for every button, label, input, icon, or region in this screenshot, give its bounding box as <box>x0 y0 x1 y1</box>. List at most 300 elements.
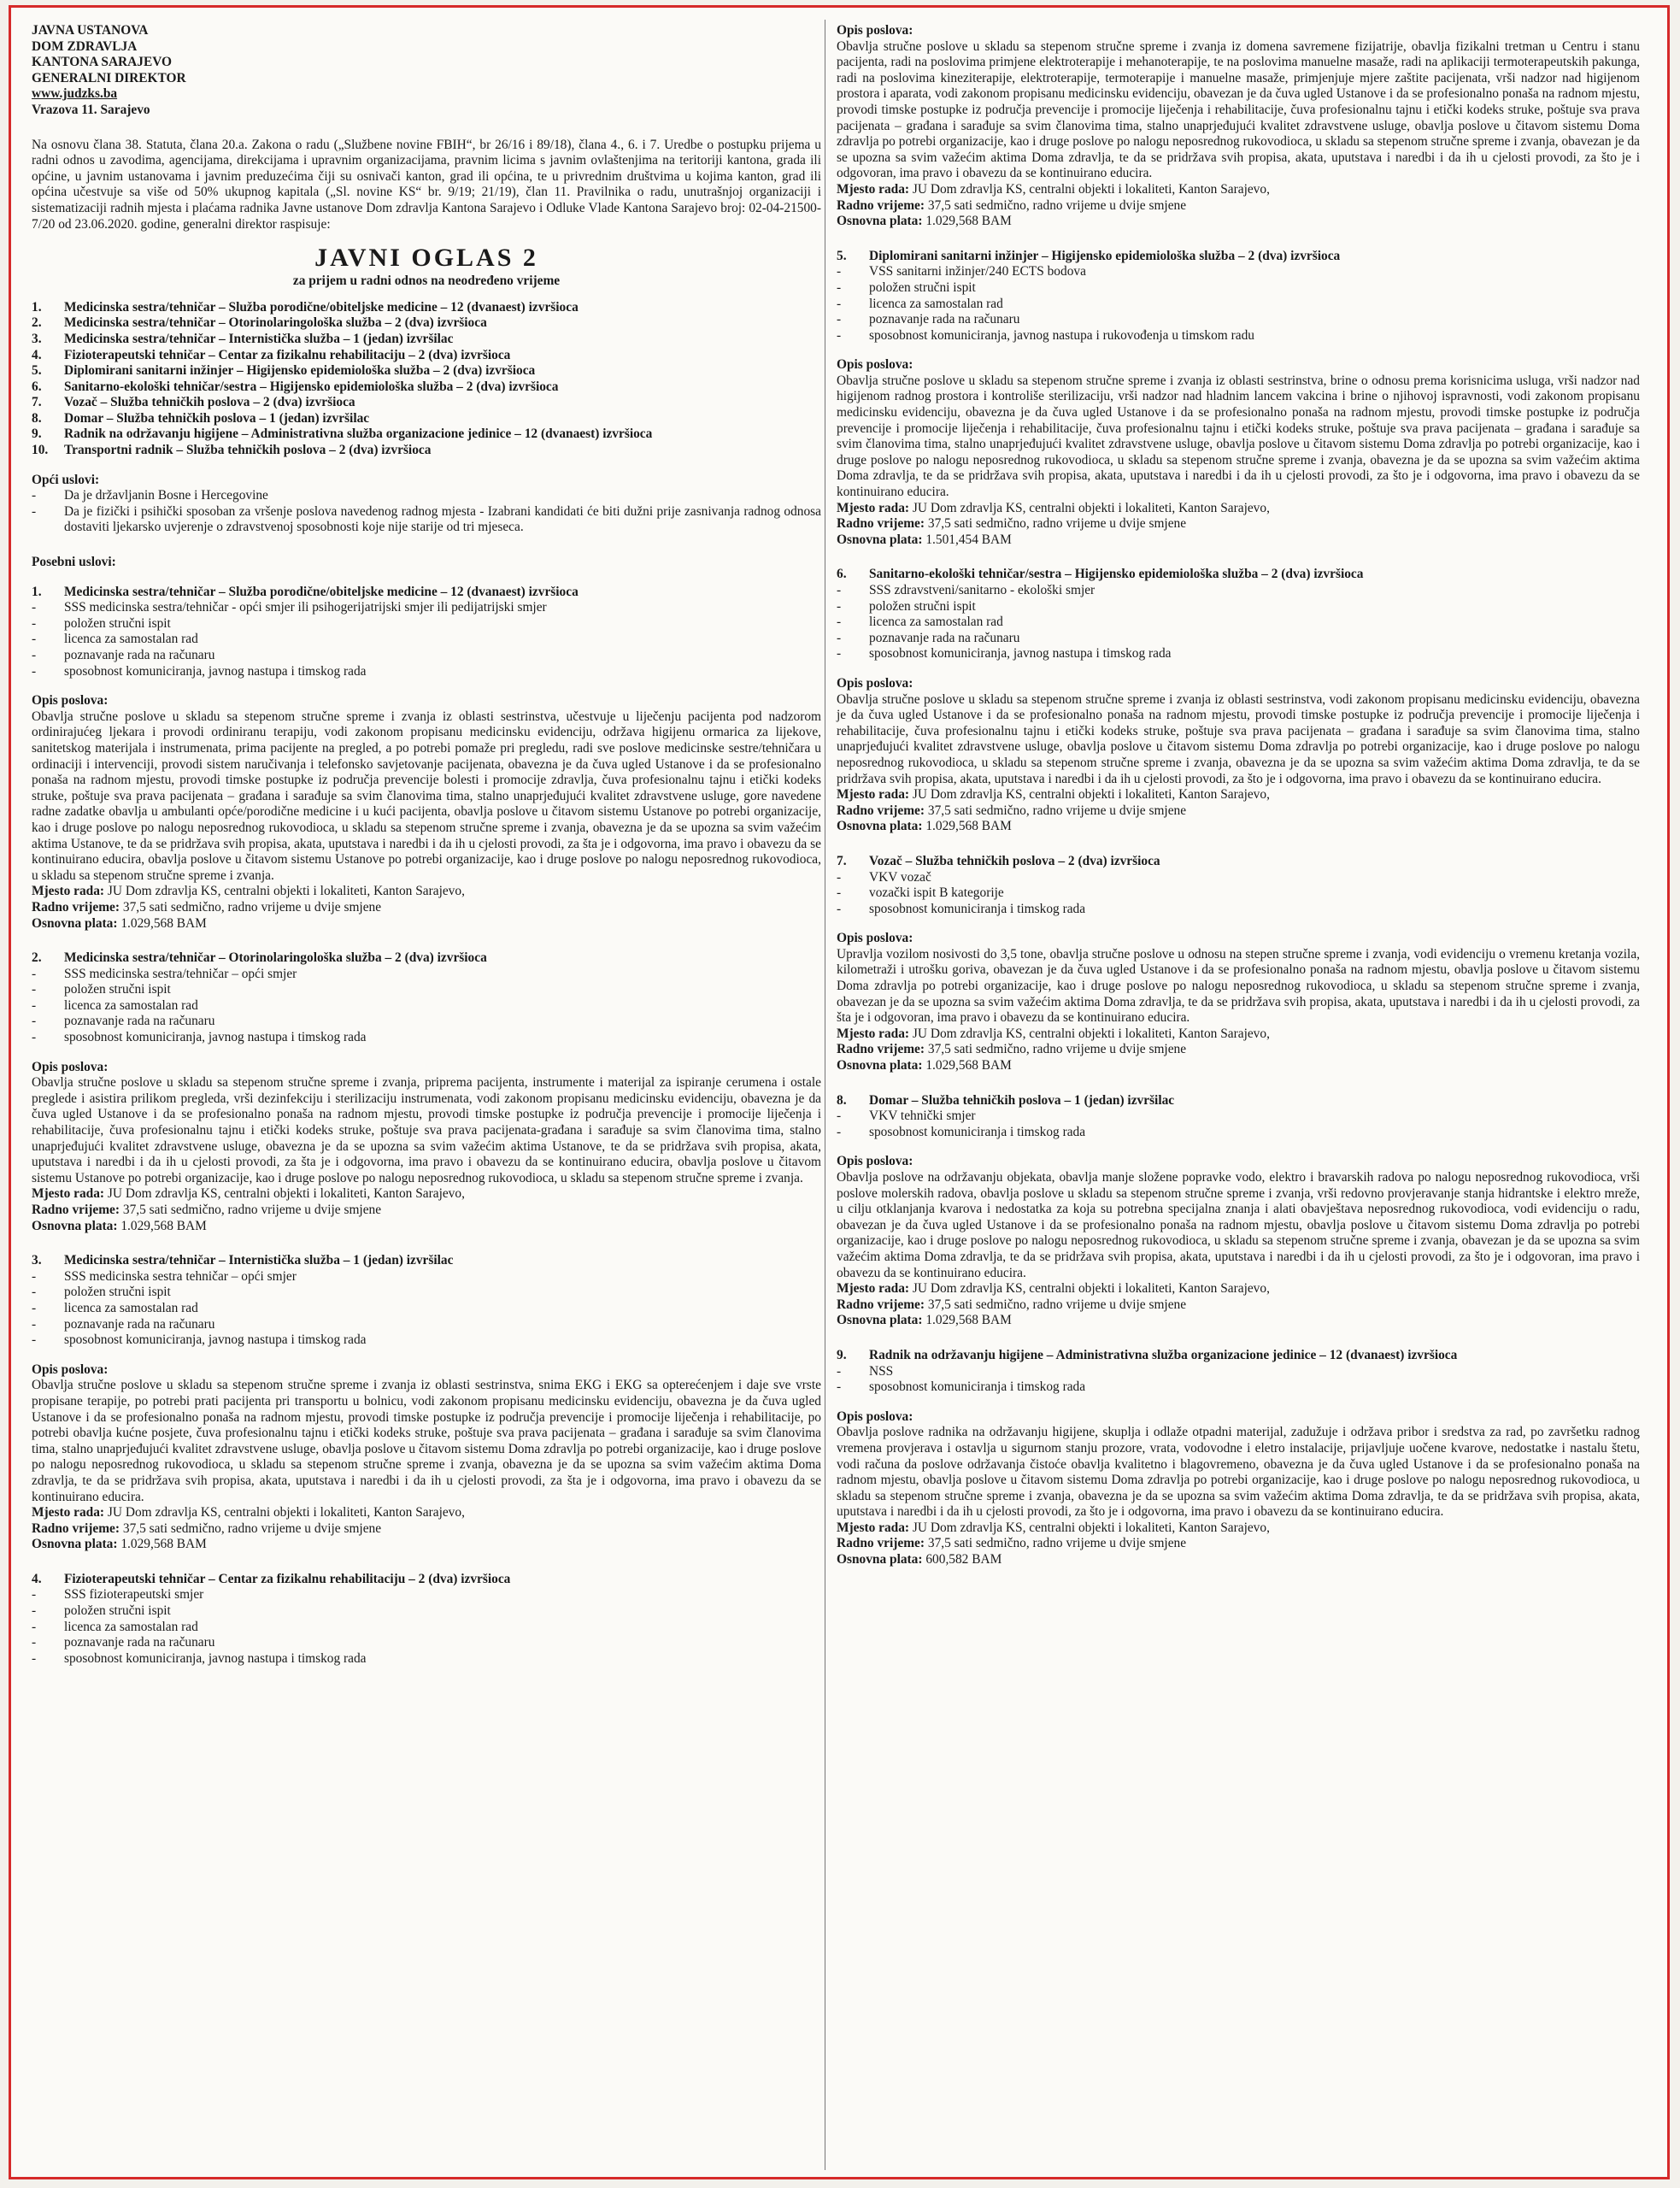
working-hours <box>32 900 821 916</box>
opis-text: Obavlja poslove radnika na održavanju higijene, skuplja i odlaže otpadni materijal, zadužuje i održava pribor i sredstva za rad, po završetku radnog vremena provjerava i ostavlja u sigurnom stanju prozore, vrata, vodovodne i eletro instalacije, prijavljuje uočene kvarove, nedostatke i nastalu štetu, vodi računa da poslove održavanja čistoće obavlja kvalitetno i blagovremeno, obavezna je da čuva ugled Ustanove i da se profesionalno ponaša na radnom mjestu, obavlja poslove u čitavom sistemu Doma zdravlja po potrebi organizacije, kao i druge poslove po nalogu neposrednog rukovodioca, u skladu sa stepenom stručne spreme i zvanja, obavezna je da se upozna sa svim važećim aktima Doma zdravlja, te da se pridržava svih propisa, akata, uputstava i naredbi i da ih u cjelosti provodi, za što je i odgovorna, ima pravo i obavezu da se kontinuirano educira. <box>837 1425 1640 1520</box>
requirement: vozački ispit B kategorije <box>869 885 1004 901</box>
opis-label: Opis poslova: <box>837 357 913 373</box>
requirement: licenca za samostalan rad <box>869 615 1003 630</box>
left-positions <box>32 585 821 1667</box>
position-heading <box>837 249 1640 265</box>
working-hours-value: 37,5 sati sedmično, radno vrijeme u dvije smjene <box>927 516 1187 532</box>
dash: - <box>837 327 842 343</box>
website-link[interactable]: www.judzks.ba <box>32 86 118 102</box>
workplace-value: JU Dom zdravlja KS, centralni objekti i lokaliteti, Kanton Sarajevo, <box>912 1281 1270 1297</box>
position-title: Medicinska sestra/tehničar – Internistička služba – 1 (jedan) izvršilac <box>64 331 454 346</box>
requirement: sposobnost komuniciranja, javnog nastupa i timskog rada <box>64 1030 367 1045</box>
address: Vrazova 11. Sarajevo <box>32 102 150 117</box>
list-item <box>837 280 1640 297</box>
base-salary <box>837 532 1640 549</box>
base-salary <box>837 1058 1640 1074</box>
dash: - <box>32 997 37 1013</box>
dash: - <box>32 648 37 662</box>
left-column <box>32 23 821 1667</box>
list-item <box>32 648 821 664</box>
opis-label: Opis poslova: <box>837 675 913 691</box>
position-block <box>837 854 1640 1093</box>
dash: - <box>32 615 37 631</box>
position-title: Domar – Služba tehničkih poslova – 1 (jedan) izvršilac <box>64 410 370 426</box>
working-hours-value: 37,5 sati sedmično, radno vrijeme u dvije smjene <box>927 1297 1187 1312</box>
position-title: Diplomirani sanitarni inžinjer – Higijensko epidemiološka služba – 2 (dva) izvršioca <box>64 363 536 379</box>
requirements-list <box>837 583 1640 662</box>
employer-header <box>32 23 821 119</box>
position-heading <box>837 567 1640 583</box>
requirement: licenca za samostalan rad <box>64 632 198 647</box>
dash: - <box>32 1316 37 1332</box>
list-item <box>32 1332 821 1349</box>
dash: - <box>837 1363 842 1379</box>
dash: - <box>837 279 842 295</box>
opis-text: Obavlja poslove na održavanju objekata, obavlja manje složene popravke vodo, elektro i bravarskih radova po nalogu neposrednog rukovodioca, vrši poslove molerskih radova, obavlja poslove u skladu sa stepenom stručne spreme i zvanja, vrši redovno provjeravanje stanja hidrantske i elektro mreže, u cilju otklanjanja kvarova i nedostatka za koja su potrebna specijalna znanja i alati obavještava neposrednog rukovodioca, vodi evidenciju o radu, obavezan je da čuva ugled Ustanove i da se profesionalno ponaša na radnom mjestu, obavlja poslove u čitavom sistemu Doma zdravlja po potrebi organizacije, kao i druge poslove po nalogu neposrednog rukovodioca, u skladu sa stepenom stručne spreme i zvanja, obavezan je da se upozna sa svim važećim aktima Doma zdravlja, te da se pridržava svih propisa, akata, uputstava i naredbi i da ih u cjelosti provodi, za što je i odgovoran, ima pravo i obavezu da se kontinuirano educira. <box>837 1170 1640 1280</box>
requirements-list <box>32 1269 821 1349</box>
opis-label: Opis poslova: <box>837 1409 913 1424</box>
position-number: 8. <box>837 1092 847 1108</box>
working-hours <box>32 1521 821 1538</box>
header-line: DOM ZDRAVLJA <box>32 38 138 54</box>
list-item <box>32 1651 821 1667</box>
dash: - <box>32 632 37 647</box>
opis-text: Obavlja stručne poslove u skladu sa stepenom stručne spreme i zvanja, priprema pacijenta, instrumente i materijal za ispiranje cerumena i ostale preglede i asistira prilikom pregleda, vrši dezinfekciju i sterilizaciju instrumenata, vodi zakonom propisanu medicinsku evidenciju, obavezna je da čuva ugled Ustanove i da se profesionalno ponaša na radnom mjestu, provodi timske postupke iz područja prevencije i promocije liječenja i rehabilitacije, čuva profesionalnu tajnu i etički kodeks struke, poštuje sva prava pacijenata-građana i sarađuje sa svim članovima tima, stalno unaprjeđujući kvalitet zdravstvene usluge, obavezna je da se upozna sa svim važećim aktima Ustanove, te da se pridržava svih propisa, akata, uputstava i naredbi i da ih u cjelosti provodi, za šta je i odgovorna, ima pravo i obavezu da se kontinuirano educira, obavlja poslove u čitavom sistemu Ustanove po potrebi organizacije, kao i druge poslove po nalogu neposrednog rukovodioca, u skladu sa stepenom stručne spreme i zvanja. <box>32 1075 821 1185</box>
requirement: poznavanje rada na računaru <box>869 630 1020 645</box>
working-hours-value: 37,5 sati sedmično, radno vrijeme u dvije smjene <box>122 899 382 915</box>
opis-label: Opis poslova: <box>32 693 109 709</box>
working-hours <box>837 1297 1640 1314</box>
opis-label: Opis poslova: <box>837 23 913 38</box>
list-item <box>32 1620 821 1636</box>
position-list-item <box>32 332 821 348</box>
position-number: 8. <box>32 410 42 426</box>
position-list-item <box>32 426 821 443</box>
list-item <box>32 1587 821 1603</box>
dash: - <box>32 1332 37 1348</box>
base-salary-value: 1.029,568 BAM <box>120 1537 207 1552</box>
list-item <box>837 1364 1640 1380</box>
base-salary-label: Osnovna plata: <box>837 819 923 834</box>
list-item: - Da je državljanin Bosne i Hercegovine <box>32 488 268 503</box>
spacer <box>32 1349 821 1362</box>
requirement: sposobnost komuniciranja, javnog nastupa i timskog rada <box>64 1650 367 1666</box>
opis-text: Upravlja vozilom nosivosti do 3,5 tone, obavlja stručne poslove u odnosu na stepen stručne spreme i zvanja, vodi evidenciju o vremenu kretanja vozila, kilometraži i utrošku goriva, obavezan je da čuva ugled Ustanove i da se profesionalno ponaša na radnom mjestu, obavlja poslove u čitavom sistemu Doma zdravlja po potrebi organizacije, kao i druge poslove po nalogu neposrednog rukovodioca, u skladu sa stepenom stručne spreme i zvanja, obavezan je da se upozna sa svim važećim aktima Doma zdravlja, te da se pridržava svih propisa, akata, uputstava i naredbi i da ih u cjelosti provodi, za šta je i odgovoran, ima pravo i obavezu da se kontinuirano educira. <box>837 946 1640 1026</box>
header-line: GENERALNI DIREKTOR <box>32 70 186 85</box>
base-salary <box>32 1537 821 1553</box>
list-item <box>837 328 1640 344</box>
working-hours-label: Radno vrijeme: <box>837 1297 925 1312</box>
requirements-list <box>837 1109 1640 1140</box>
requirement: sposobnost komuniciranja, javnog nastupa i timskog rada <box>869 646 1172 662</box>
base-salary-value: 600,582 BAM <box>925 1552 1002 1567</box>
list-item <box>837 583 1640 599</box>
right-column <box>837 23 1640 1568</box>
base-salary: Osnovna plata: 1.029,568 BAM <box>837 214 1012 229</box>
workplace: Mjesto rada: JU Dom zdravlja KS, centralni objekti i lokaliteti, Kanton Sarajevo, <box>837 181 1270 197</box>
position-block <box>837 1348 1640 1568</box>
list-item <box>32 998 821 1015</box>
header-line: KANTONA SARAJEVO <box>32 55 173 70</box>
working-hours <box>32 1203 821 1219</box>
base-salary-value: 1.029,568 BAM <box>925 1058 1012 1073</box>
requirement: SSS fizioterapeutski smjer <box>64 1587 204 1603</box>
dash: - <box>837 615 842 630</box>
workplace-value: JU Dom zdravlja KS, centralni objekti i lokaliteti, Kanton Sarajevo, <box>912 500 1270 515</box>
workplace-value: JU Dom zdravlja KS, centralni objekti i lokaliteti, Kanton Sarajevo, <box>107 884 465 899</box>
positions-list <box>32 300 821 459</box>
list-item <box>837 1109 1640 1125</box>
position-title: Sanitarno-ekološki tehničar/sestra – Higijensko epidemiološka služba – 2 (dva) izvršioca <box>64 379 559 394</box>
dash: - <box>32 1587 37 1603</box>
position-title: Transportni radnik – Služba tehničkih poslova – 2 (dva) izvršioca <box>64 443 432 458</box>
list-item <box>837 264 1640 280</box>
newspaper-page <box>9 5 1670 2179</box>
base-salary-label: Osnovna plata: <box>837 1552 923 1567</box>
opis-label: Opis poslova: <box>32 1362 109 1377</box>
position-block <box>32 1572 821 1667</box>
list-item <box>32 982 821 998</box>
workplace-label: Mjesto rada: <box>837 500 910 515</box>
requirement: položen stručni ispit <box>64 615 171 631</box>
position-number: 9. <box>837 1347 847 1362</box>
requirement: sposobnost komuniciranja, javnog nastupa i timskog rada <box>64 1332 367 1348</box>
spacer <box>32 1234 821 1253</box>
base-salary-value: 1.029,568 BAM <box>120 1218 207 1233</box>
workplace <box>837 1281 1640 1297</box>
working-hours <box>837 1042 1640 1058</box>
dash: - <box>837 901 842 916</box>
dash: - <box>837 869 842 885</box>
position-title: Fizioterapeutski tehničar – Centar za fizikalnu rehabilitaciju – 2 (dva) izvršioca <box>64 1571 511 1586</box>
position-block <box>837 1093 1640 1348</box>
position-number: 5. <box>837 248 847 263</box>
dash: - <box>32 1603 37 1619</box>
dash: - <box>837 264 842 279</box>
requirement: licenca za samostalan rad <box>64 1619 198 1634</box>
position-list-item <box>32 411 821 427</box>
position-number: 2. <box>32 315 42 331</box>
position-title: Vozač – Služba tehničkih poslova – 2 (dva) izvršioca <box>64 395 355 410</box>
position-heading <box>32 950 821 967</box>
dash: - <box>32 663 37 679</box>
working-hours-value: 37,5 sati sedmično, radno vrijeme u dvije smjene <box>927 803 1187 818</box>
base-salary-label: Osnovna plata: <box>32 1537 118 1552</box>
dash: - <box>837 583 842 597</box>
dash: - <box>837 1379 842 1395</box>
list-item <box>837 599 1640 615</box>
position-title: Radnik na održavanju higijene – Administrativna služba organizacione jedinice – 12 (dvanaest) izvršioca <box>869 1347 1458 1362</box>
dash: - <box>837 312 842 327</box>
list-item <box>837 870 1640 886</box>
position-title: Medicinska sestra/tehničar – Služba porodične/obiteljske medicine – 12 (dvanaest) izvršioca <box>64 584 579 599</box>
list-item <box>32 1285 821 1301</box>
base-salary-value: 1.029,568 BAM <box>925 819 1012 834</box>
position-title: Diplomirani sanitarni inžinjer – Higijensko epidemiološka služba – 2 (dva) izvršioca <box>869 248 1341 263</box>
requirements-list <box>32 1587 821 1667</box>
workplace-value: JU Dom zdravlja KS, centralni objekti i lokaliteti, Kanton Sarajevo, <box>107 1186 465 1202</box>
position-heading <box>32 585 821 601</box>
list-item <box>837 646 1640 662</box>
requirements-list <box>32 967 821 1046</box>
position-list-item <box>32 379 821 396</box>
requirement: SSS medicinska sestra tehničar – opći smjer <box>64 1268 297 1284</box>
list-item: - Da je fizički i psihički sposoban za vršenje poslova navedenog radnog mjesta - Izabrani kandidati će biti dužni prije zasnivanja radnog odnosa dostaviti ljekarsko uvjerenje o zdravstvenoj sposobnosti koje nije starije od tri mjeseca. <box>32 503 821 535</box>
opis-label: Opis poslova: <box>837 931 913 946</box>
requirements-list <box>32 600 821 679</box>
requirement: sposobnost komuniciranja, javnog nastupa i timskog rada <box>64 663 367 679</box>
working-hours <box>837 516 1640 532</box>
working-hours-label: Radno vrijeme: <box>32 899 120 915</box>
list-item <box>837 1125 1640 1141</box>
dash: - <box>32 982 37 997</box>
base-salary-value: 1.501,454 BAM <box>925 532 1012 547</box>
list-item <box>837 902 1640 918</box>
base-salary-label: Osnovna plata: <box>837 1313 923 1328</box>
dash: - <box>837 630 842 645</box>
working-hours-value: 37,5 sati sedmično, radno vrijeme u dvije smjene <box>927 1536 1187 1551</box>
position-title: Sanitarno-ekološki tehničar/sestra – Higijensko epidemiološka služba – 2 (dva) izvršioca <box>869 567 1364 582</box>
working-hours-value: 37,5 sati sedmično, radno vrijeme u dvije smjene <box>122 1520 382 1536</box>
position-number: 7. <box>837 853 847 868</box>
workplace-label: Mjesto rada: <box>32 1186 105 1202</box>
base-salary-label: Osnovna plata: <box>837 1058 923 1073</box>
position-number: 3. <box>32 1253 42 1268</box>
position-title: Medicinska sestra/tehničar – Otorinolaringološka služba – 2 (dva) izvršioca <box>64 315 487 331</box>
workplace <box>837 787 1640 803</box>
dash: - <box>32 1619 37 1634</box>
list-item <box>837 312 1640 328</box>
dash: - <box>32 966 37 981</box>
workplace-value: JU Dom zdravlja KS, centralni objekti i lokaliteti, Kanton Sarajevo, <box>107 1505 465 1520</box>
opis-label: Opis poslova: <box>32 1059 109 1074</box>
requirements-list <box>837 870 1640 918</box>
requirement: sposobnost komuniciranja i timskog rada <box>869 1379 1086 1395</box>
position-block <box>32 1253 821 1572</box>
position-list-item <box>32 315 821 332</box>
list-item <box>837 885 1640 902</box>
oglas-title: JAVNI OGLAS 2 <box>314 244 538 273</box>
position-title: Fizioterapeutski tehničar – Centar za fizikalnu rehabilitaciju – 2 (dva) izvršioca <box>64 347 511 362</box>
dash: - <box>32 600 37 615</box>
requirement: položen stručni ispit <box>64 1285 171 1300</box>
position-number: 3. <box>32 331 42 346</box>
workplace <box>837 1026 1640 1043</box>
position-heading <box>837 854 1640 870</box>
general-conditions-list <box>32 488 821 536</box>
dash: - <box>32 1300 37 1315</box>
workplace-value: JU Dom zdravlja KS, centralni objekti i lokaliteti, Kanton Sarajevo, <box>912 1520 1270 1535</box>
working-hours-label: Radno vrijeme: <box>837 803 925 818</box>
base-salary-value: 1.029,568 BAM <box>120 915 207 931</box>
spacer <box>837 1329 1640 1348</box>
position-block <box>32 950 821 1253</box>
opis-text: Obavlja stručne poslove u skladu sa stepenom stručne spreme i zvanja iz oblasti sestrinstva, učestvuje u liječenju pacijenta pod nadzorom ordinirajućeg ljekara i provodi ordiniranu terapiju, vodi zakonom propisanu medicinsku evidenciju, održava higijenu ormarica za lijekove, sanitetskog materijala i instrumenata, prima pacijente na pregled, a po potrebi pomaže pri pregledu, radi sve poslove medicinske sestre/tehničara u ordinaciji i intervenciji, provodi sistem naručivanja i telefonsko savjetovanje pacijenata, obavezna je da čuva ugled Ustanove i da se profesionalno ponaša na radnom mjestu, provodi timske postupke iz područja prevencije bolesti i promocije zdravlja, čuva profesionalnu tajnu i etički kodeks struke, poštuje sva prava pacijenata – građana i sarađuje sa svim članovima tima, stalno unaprjeđujući kvalitet zdravstvene usluge, gore navedene radne zadatke obavlja u ambulanti opće/porodične medicine i u kući pacijenta, obavlja poslove u čitavom sistemu Ustanove po potrebi organizacije, kao i druge poslove po nalogu neposrednog rukovodioca, u skladu sa stepenom stručne spreme i zvanja, obavezna je da se upozna sa svim važećim aktima Ustanove, te da se pridržava svih propisa, akata, uputstava i naredbi i da ih u cjelosti provodi, za šta je i odgovorna, ima pravo i obavezu da se kontinuirano educira, obavlja poslove u čitavom sistemu Ustanove po potrebi organizacije, kao i druge poslove po nalogu neposrednog rukovodioca, u skladu sa stepenom stručne spreme i zvanja. <box>32 709 821 883</box>
requirement: poznavanje rada na računaru <box>64 1316 215 1332</box>
spacer <box>837 662 1640 676</box>
workplace-label: Mjesto rada: <box>837 1026 910 1041</box>
position-heading <box>837 1348 1640 1364</box>
position-number: 6. <box>32 379 42 394</box>
working-hours-label: Radno vrijeme: <box>837 1536 925 1551</box>
list-item <box>32 1014 821 1030</box>
position-number: 4. <box>32 1571 42 1586</box>
working-hours-label: Radno vrijeme: <box>32 1520 120 1536</box>
base-salary-label: Osnovna plata: <box>837 532 923 547</box>
intro-paragraph: Na osnovu člana 38. Statuta, člana 20.a. Zakona o radu („Službene novine FBIH“, br 26/16 i 89/18), člana 4., 6. i 7. Uredbe o postupku prijema u radni odnos u zavodima, agencijama, direkcijama i upravnim organizacijama, pravnim licima s javnim ovlaštenjima na teritoriji kantona, grada ili općine, u javnim ustanovama i javnim preduzećima čiji su osnivači kanton, grad ili općina, te u privrednim društvima u kojima kanton, grad ili općina učestvuje sa više od 50% ukupnog kapitala („Sl. novine KS“ br. 9/19; 21/19), član 11. Pravilnika o radu, unutrašnjoj organizaciji i sistematizaciji radnih mjesta i plaćama radnika Javne ustanove Dom zdravlja Kantona Sarajevo i Odluke Vlade Kantona Sarajevo broj: 02-04-21500-7/20 od 23.06.2020. godine, generalni direktor raspisuje: <box>32 137 821 232</box>
dash: - <box>32 1030 37 1045</box>
requirement: VKV vozač <box>869 869 931 885</box>
base-salary <box>837 1552 1640 1568</box>
general-conditions-title: Opći uslovi: <box>32 472 100 487</box>
position-title: Medicinska sestra/tehničar – Služba porodične/obiteljske medicine – 12 (dvanaest) izvršioca <box>64 299 579 315</box>
position-number: 2. <box>32 950 42 966</box>
list-item <box>32 1030 821 1046</box>
position-block <box>837 567 1640 854</box>
base-salary <box>837 819 1640 835</box>
position-number: 1. <box>32 584 42 599</box>
position-heading <box>32 1253 821 1269</box>
list-item <box>837 631 1640 647</box>
list-item <box>32 1603 821 1620</box>
position-list-item <box>32 363 821 379</box>
workplace <box>32 1505 821 1521</box>
spacer <box>837 344 1640 357</box>
position-title: Medicinska sestra/tehničar – Internistička služba – 1 (jedan) izvršilac <box>64 1253 454 1268</box>
spacer <box>837 548 1640 567</box>
requirement: sposobnost komuniciranja i timskog rada <box>869 1124 1086 1139</box>
workplace <box>837 1520 1640 1537</box>
spacer <box>837 1396 1640 1409</box>
requirement: poznavanje rada na računaru <box>869 312 1020 327</box>
workplace <box>32 884 821 900</box>
requirement: sposobnost komuniciranja, javnog nastupa i rukovođenja u timskom radu <box>869 327 1254 343</box>
dash: - <box>837 598 842 614</box>
position-list-item <box>32 300 821 316</box>
spacer <box>32 679 821 693</box>
requirement: položen stručni ispit <box>64 1603 171 1619</box>
opis-text: Obavlja stručne poslove u skladu sa stepenom stručne spreme i zvanja iz oblasti sestrinstva, brine o odnosu prema korisnicima usluga, vrši nadzor nad higijenom radnog prostora i kontroliše sterilizaciju, vrši nadzor nad hladnim lancem vakcina i brine o njihovoj ispravnosti, vodi zakonom propisanu medicinsku evidenciju, obavezna je da čuva ugled Ustanove i da se profesionalno ponaša na radnom mjestu, provodi timske postupke iz područja prevencije i promocije liječenja i rehabilitacije, čuva profesionalnu tajnu i etički kodeks struke, poštuje sva prava pacijenata – građana i sarađuje sa svim članovima tima, stalno unaprjeđujući kvalitet zdravstvene usluge, obavlja poslove u čitavom sistemu Doma zdravlja po potrebi organizacije, kao i druge poslove po nalogu neposrednog rukovodioca, u skladu sa stepenom stručne spreme i zvanja, obavezna je da se upozna sa svim važećim aktima Doma zdravlja, te da se pridržava svih propisa, akata, uputstava i naredbi i da ih u cjelosti provodi, za što je i odgovorna, ima pravo i obavezu da se kontinuirano educira. <box>837 373 1640 500</box>
position-number: 1. <box>32 299 42 315</box>
workplace <box>32 1186 821 1203</box>
opis-text: Obavlja stručne poslove u skladu sa stepenom stručne spreme i zvanja iz oblasti sestrinstva, snima EKG i EKG sa opterećenjem i daje sve vrste propisane terapije, po potrebi prati pacijenta pri transportu u bolnicu, vodi zakonom propisanu medicinsku evidenciju, obavezna je da čuva ugled Ustanove i da se profesionalno ponaša na radnom mjestu, provodi timske postupke iz područja prevencije i promocije liječenja i rehabilitacije, po potrebi obavlja kućne posjete, čuva profesionalnu tajnu i etički kodeks struke, poštuje sva prava pacijenata – građana i sarađuje sa svim članovima tima, stalno unaprjeđujući kvalitet zdravstvene usluge, obavlja poslove u čitavom sistemu Doma zdravlja po potrebi organizacije, kao i druge poslove po nalogu neposrednog rukovodioca, u skladu sa stepenom stručne spreme i zvanja, obavezna je da se upozna sa svim važećim aktima Doma zdravlja, te da se pridržava svih propisa, akata, uputstava i naredbi i da ih u cjelosti provodi, za šta je i odgovorna, ima pravo i obavezu da se kontinuirano educira. <box>32 1378 821 1504</box>
position-list-item <box>32 443 821 459</box>
workplace-label: Mjesto rada: <box>837 787 910 803</box>
opis-label: Opis poslova: <box>837 1154 913 1169</box>
list-item <box>32 1269 821 1285</box>
working-hours-value: 37,5 sati sedmično, radno vrijeme u dvije smjene <box>122 1203 382 1217</box>
spacer <box>32 1046 821 1060</box>
spacer <box>837 835 1640 854</box>
dash: - <box>837 1124 842 1139</box>
requirements-list <box>837 264 1640 344</box>
requirement: SSS zdravstveni/sanitarno - ekološki smjer <box>869 583 1096 597</box>
dash: - <box>837 885 842 901</box>
requirement: poznavanje rada na računaru <box>64 1014 215 1029</box>
working-hours: Radno vrijeme: 37,5 sati sedmično, radno vrijeme u dvije smjene <box>837 197 1187 213</box>
requirement: sposobnost komuniciranja i timskog rada <box>869 901 1086 916</box>
requirement: licenca za samostalan rad <box>64 1300 198 1315</box>
list-item <box>32 1635 821 1651</box>
position-number: 9. <box>32 426 42 442</box>
spacer <box>837 1074 1640 1093</box>
position-block <box>32 585 821 950</box>
position-list-item <box>32 348 821 364</box>
list-item <box>32 664 821 680</box>
position-title: Medicinska sestra/tehničar – Otorinolaringološka služba – 2 (dva) izvršioca <box>64 950 487 966</box>
requirement: položen stručni ispit <box>869 598 976 614</box>
base-salary <box>32 1219 821 1235</box>
workplace-value: JU Dom zdravlja KS, centralni objekti i lokaliteti, Kanton Sarajevo, <box>912 1026 1270 1041</box>
workplace-label: Mjesto rada: <box>837 1281 910 1297</box>
dash: - <box>837 296 842 311</box>
opis-text: Obavlja stručne poslove u skladu sa stepenom stručne spreme i zvanja iz oblasti sestrinstva, vodi zakonom propisanu medicinsku evidenciju, obavezna je da čuva ugled Ustanove i da se profesionalno ponaša na radnom mjestu, provodi timske postupke iz područja prevencije i promocije liječenja i rehabilitacije, čuva profesionalnu tajnu i etički kodeks struke, poštuje sva prava pacijenata – građana i sarađuje sa svim članovima tima, stalno unaprjeđujući kvalitet zdravstvene usluge, obavlja poslove u čitavom sistemu Doma zdravlja po potrebi organizacije, kao i druge poslove po nalogu neposrednog rukovodioca, u skladu sa stepenom stručne spreme i zvanja, obavezna je da se upozna sa svim važećim aktima Doma zdravlja, te da se pridržava svih propisa, akata, uputstava i naredbi i da ih u cjelosti provodi, za što je i odgovorna, ima pravo i obavezu da se kontinuirano educira. <box>837 691 1640 786</box>
header-line: JAVNA USTANOVA <box>32 23 149 38</box>
list-item <box>32 1317 821 1333</box>
requirement: VSS sanitarni inžinjer/240 ECTS bodova <box>869 264 1086 279</box>
position-heading <box>32 1572 821 1588</box>
requirement: licenca za samostalan rad <box>869 296 1003 311</box>
requirement: SSS medicinska sestra/tehničar – opći smjer <box>64 966 297 981</box>
dash: - <box>837 1109 842 1124</box>
requirement: poznavanje rada na računaru <box>64 1635 215 1650</box>
requirement: poznavanje rada na računaru <box>64 648 215 662</box>
dash: - <box>32 1650 37 1666</box>
dash: - <box>837 646 842 662</box>
dash: - <box>32 1285 37 1300</box>
spacer <box>32 932 821 950</box>
spacer <box>837 1140 1640 1154</box>
workplace-label: Mjesto rada: <box>32 884 105 899</box>
list-item <box>32 632 821 648</box>
list-item <box>837 297 1640 313</box>
opis-text: Obavlja stručne poslove u skladu sa stepenom stručne spreme i zvanja iz domena savremene fizijatrije, obavlja fizikalni tretman u Centru i stanu pacijenta, radi na poslovima primjene elektroterapije i mehanoterapije, te na poslovima manuelne masaže, radi na aplikaciji termoterapeutskih pakunga, radi na poslovima kineziterapije, elektroterapije, termoterapije i manuelne masaže, primjenjuje mjere zaštite pacijenata, vrši nadzor nad higijenom prostora i aparata, vodi zakonom propisanu medicinsku evidenciju, obavezan je da čuva ugled Ustanove i da se profesionalno ponaša na radnom mjestu, provodi timske postupke iz područja prevencije i promocije liječenja i rehabilitacije, čuva profesionalnu tajnu i etički kodeks struke, poštuje sva prava pacijenata – građana i sarađuje sa svim članovima tima, stalno unaprjeđujući kvalitet zdravstvene usluge, obavlja poslove u čitavom sistemu Doma zdravlja po potrebi organizacije, kao i druge poslove po nalogu neposrednog rukovodioca, u skladu sa stepenom stručne spreme i zvanja, obavezan je da se upozna sa svim važećim aktima Doma zdravlja, te da se pridržava svih propisa, akata, uputstava i naredbi i da ih u cjelosti provodi, za što je i odgovoran, ima pravo i obavezu da se kontinuirano educira. <box>837 38 1640 181</box>
workplace-label: Mjesto rada: <box>32 1505 105 1520</box>
base-salary-value: 1.029,568 BAM <box>925 1313 1012 1328</box>
working-hours-value: 37,5 sati sedmično, radno vrijeme u dvije smjene <box>927 1042 1187 1057</box>
position-title: Radnik na održavanju higijene – Administrativna služba organizacione jedinice – 12 (dvanaest) izvršioca <box>64 426 653 442</box>
requirements-list <box>837 1364 1640 1396</box>
special-conditions-title: Posebni uslovi: <box>32 555 116 570</box>
right-positions <box>837 249 1640 1568</box>
working-hours-label: Radno vrijeme: <box>837 516 925 532</box>
list-item <box>837 615 1640 631</box>
workplace-label: Mjesto rada: <box>837 1520 910 1535</box>
position-number: 7. <box>32 395 42 410</box>
requirement: položen stručni ispit <box>869 279 976 295</box>
dash: - <box>32 1014 37 1029</box>
position-number: 10. <box>32 443 49 458</box>
list-item <box>32 616 821 632</box>
list-item <box>837 1379 1640 1396</box>
position-number: 4. <box>32 347 42 362</box>
base-salary-label: Osnovna plata: <box>32 1218 118 1233</box>
base-salary-label: Osnovna plata: <box>32 915 118 931</box>
requirement: VKV tehnički smjer <box>869 1109 976 1124</box>
list-item <box>32 600 821 616</box>
workplace <box>837 501 1640 517</box>
list-item <box>32 967 821 983</box>
base-salary <box>837 1313 1640 1329</box>
list-item <box>32 1301 821 1317</box>
dash: - <box>32 1268 37 1284</box>
working-hours-label: Radno vrijeme: <box>32 1203 120 1217</box>
spacer <box>32 1553 821 1572</box>
position-list-item <box>32 395 821 411</box>
workplace-value: JU Dom zdravlja KS, centralni objekti i lokaliteti, Kanton Sarajevo, <box>912 787 1270 803</box>
requirement: SSS medicinska sestra/tehničar - opći smjer ili psihogerijatrijski smjer ili pedijatrijski smjer <box>64 600 547 615</box>
working-hours-label: Radno vrijeme: <box>837 1042 925 1057</box>
